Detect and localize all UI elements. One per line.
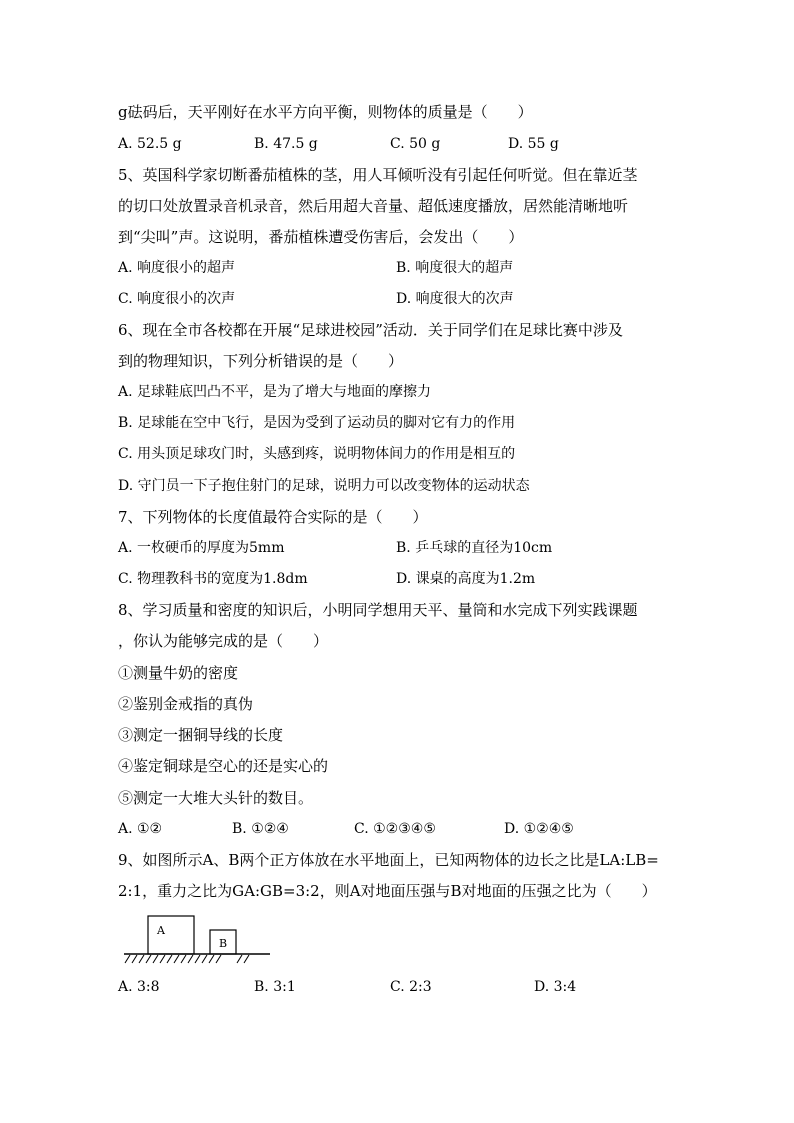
q6-option-b: B. 足球能在空中飞行，是因为受到了运动员的脚对它有力的作用: [118, 415, 516, 431]
q6-line-1: 6、现在全市各校都在开展“足球进校园”活动．关于同学们在足球比赛中涉及: [118, 321, 623, 339]
q4-option-d: D. 55 g: [508, 136, 559, 152]
q6-option-a: A. 足球鞋底凹凸不平，是为了增大与地面的摩擦力: [118, 384, 432, 400]
q5-option-a: A. 响度很小的超声: [118, 260, 236, 276]
q9-option-d: D. 3:4: [534, 979, 577, 995]
q8-item-5: ⑤测定一大堆大头针的数目。: [118, 789, 314, 807]
block-b-label: B: [219, 937, 228, 950]
q8-option-c: C. ①②③④⑤: [354, 821, 436, 837]
q6-option-c: C. 用头顶足球攻门时，头感到疼，说明物体间力的作用是相互的: [118, 446, 516, 462]
q9-line-2: 2:1，重力之比为GA:GB=3:2，则A对地面压强与B对地面的压强之比为（ ）: [118, 882, 657, 900]
q9-option-a: A. 3:8: [118, 979, 160, 995]
q7-option-c: C. 物理教科书的宽度为1.8dm: [118, 571, 308, 587]
q7-option-a: A. 一枚硬币的厚度为5mm: [118, 540, 285, 556]
q5-option-d: D. 响度很大的次声: [396, 291, 514, 307]
q8-item-3: ③测定一捆铜导线的长度: [118, 726, 284, 744]
q8-line-1: 8、学习质量和密度的知识后，小明同学想用天平、量筒和水完成下列实践课题: [118, 601, 638, 619]
block-a-label: A: [157, 924, 165, 937]
q5-line-3: 到“尖叫”声。这说明，番茄植株遭受伤害后，会发出（ ）: [118, 228, 524, 246]
q4-text: g砝码后，天平刚好在水平方向平衡，则物体的质量是（ ）: [118, 103, 533, 121]
q5-line-1: 5、英国科学家切断番茄植株的茎，用人耳倾听没有引起任何听觉。但在靠近茎: [118, 166, 638, 184]
q8-option-a: A. ①②: [118, 821, 163, 837]
q8-line-2: ，你认为能够完成的是（ ）: [118, 632, 329, 650]
q9-line-1: 9、如图所示A、B两个正方体放在水平地面上，已知两物体的边长之比是LA:LB=: [118, 851, 659, 869]
q5-line-2: 的切口处放置录音机录音，然后用超大音量、超低速度播放，居然能清晰地听: [118, 197, 629, 215]
q8-item-1: ①测量牛奶的密度: [118, 664, 239, 682]
q7-option-d: D. 课桌的高度为1.2m: [396, 571, 536, 587]
q4-option-b: B. 47.5 g: [254, 136, 318, 152]
block-a: [148, 916, 194, 954]
q6-line-2: 到的物理知识，下列分析错误的是（ ）: [118, 352, 404, 370]
q9-option-b: B. 3:1: [254, 979, 296, 995]
q8-option-d: D. ①②④⑤: [504, 821, 574, 837]
q6-option-d: D. 守门员一下子抱住射门的足球，说明力可以改变物体的运动状态: [118, 478, 530, 494]
q8-item-4: ④鉴定铜球是空心的还是实心的: [118, 757, 329, 775]
q4-option-a: A. 52.5 g: [118, 136, 182, 152]
q7-line-1: 7、下列物体的长度值最符合实际的是（ ）: [118, 508, 428, 526]
q5-option-c: C. 响度很小的次声: [118, 291, 236, 307]
q8-option-b: B. ①②④: [232, 821, 289, 837]
q7-option-b: B. 乒乓球的直径为10cm: [396, 540, 553, 556]
q5-option-b: B. 响度很大的超声: [396, 260, 514, 276]
q8-item-2: ②鉴别金戒指的真伪: [118, 695, 254, 713]
q9-option-c: C. 2:3: [390, 979, 432, 995]
q9-figure: [124, 910, 274, 968]
q4-option-c: C. 50 g: [390, 136, 441, 152]
ground-hatching: [125, 955, 249, 963]
